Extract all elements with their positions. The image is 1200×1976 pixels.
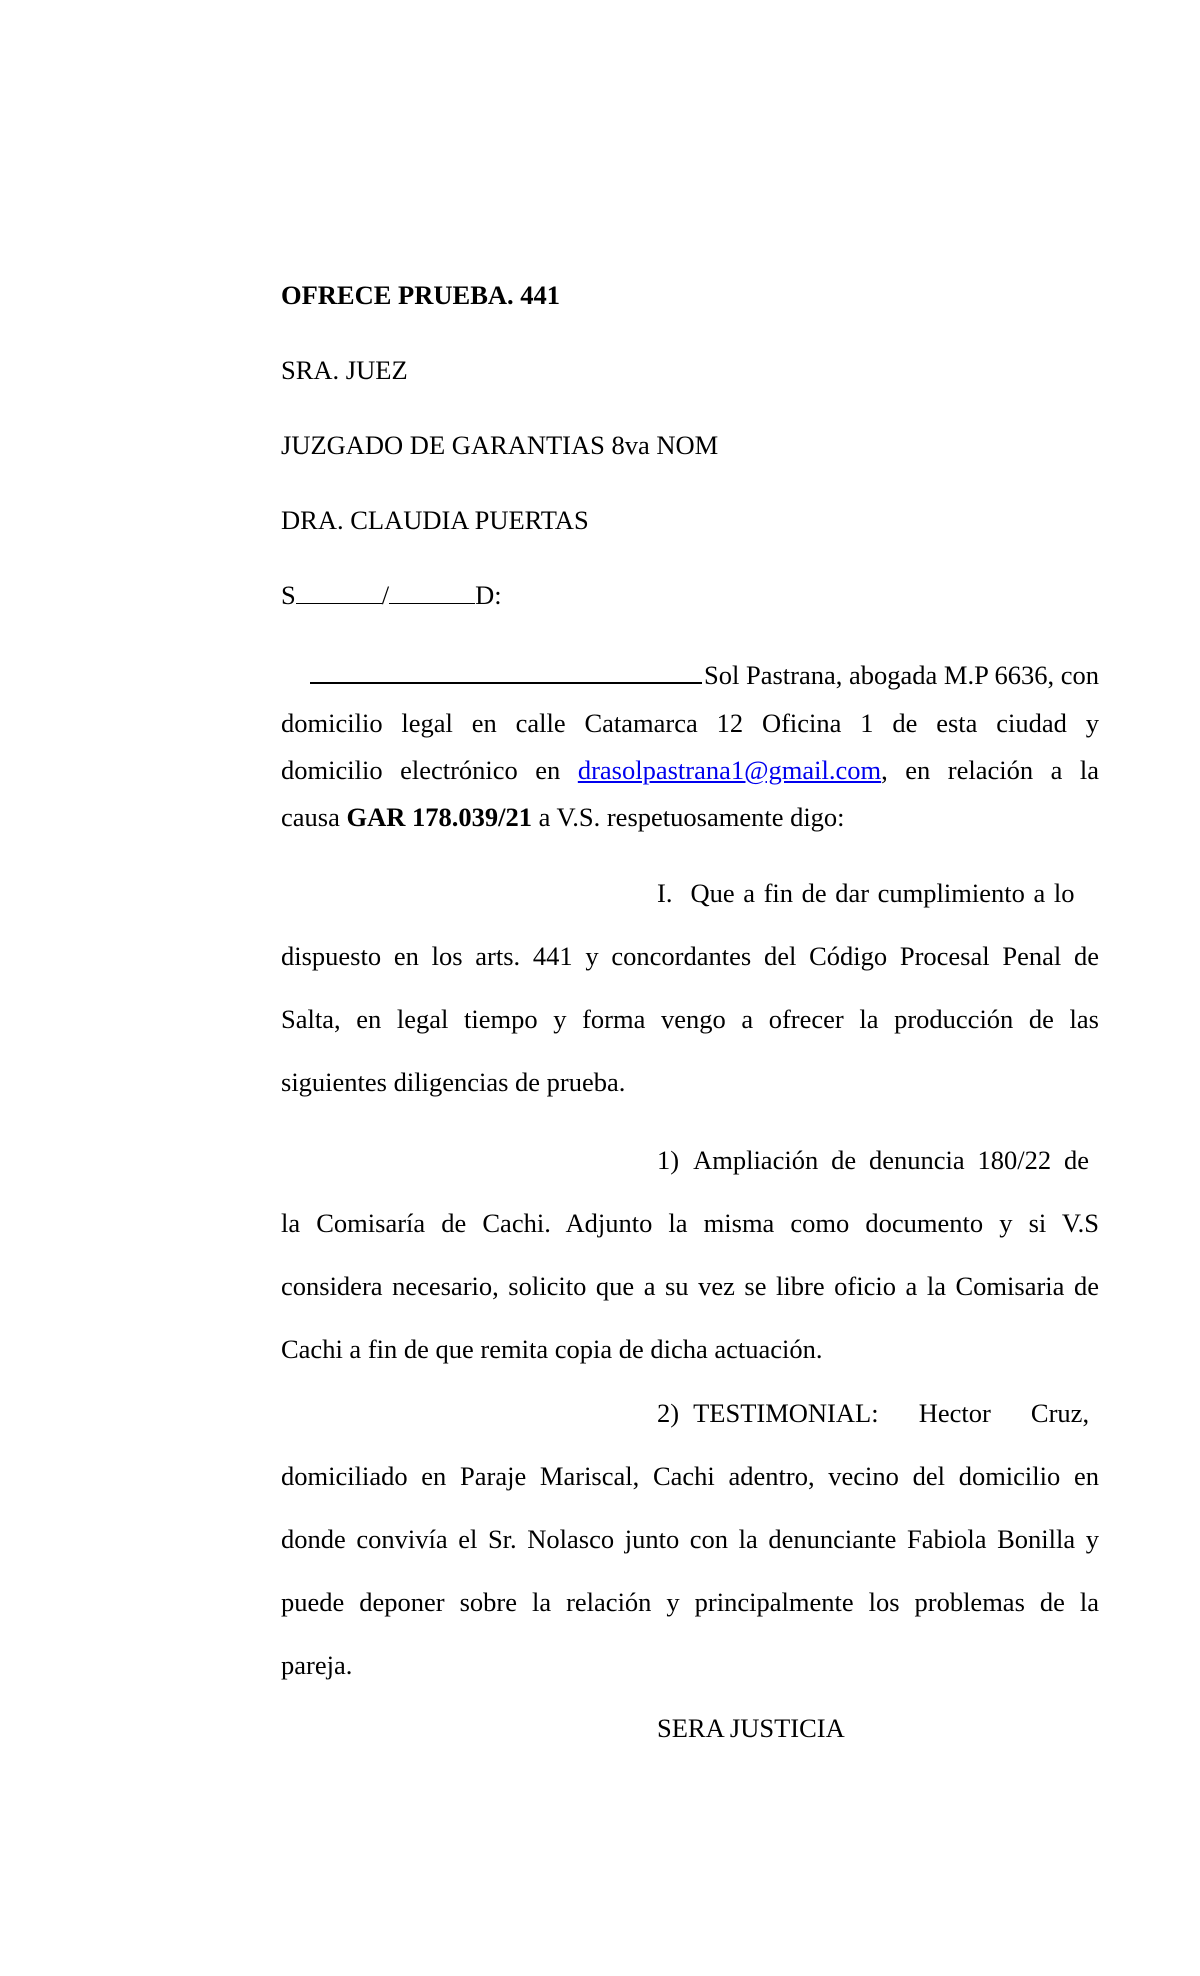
section1-line-2: dispuesto en los arts. 441 y concordantes del Código Procesal Penal de bbox=[281, 941, 1099, 971]
sd-d: D: bbox=[475, 580, 502, 610]
case-number: GAR 178.039/21 bbox=[346, 802, 532, 832]
document-title: OFRECE PRUEBA. 441 bbox=[281, 280, 561, 310]
salutation-sd bbox=[281, 580, 502, 611]
item2-first-line bbox=[657, 1398, 1099, 1429]
item2-line-5: pareja. bbox=[281, 1650, 353, 1680]
addressee-name: DRA. CLAUDIA PUERTAS bbox=[281, 505, 589, 535]
section1-line-4: siguientes diligencias de prueba. bbox=[281, 1067, 626, 1097]
intro-line-1 bbox=[281, 660, 1099, 691]
intro-text-3b: , en relación a la bbox=[881, 755, 1100, 785]
email-link[interactable]: drasolpastrana1@gmail.com bbox=[577, 755, 882, 785]
item2-line-4: puede deponer sobre la relación y principalmente los problemas de la bbox=[281, 1587, 1099, 1617]
intro-text-4b: a V.S. respetuosamente digo: bbox=[531, 802, 845, 832]
item1-text-1: Ampliación de denuncia 180/22 de bbox=[693, 1145, 1090, 1175]
item1-first-line bbox=[657, 1145, 1099, 1176]
section1-line-3: Salta, en legal tiempo y forma vengo a ofrecer la producción de las bbox=[281, 1004, 1099, 1034]
section1-text-1: Que a fin de dar cumplimiento a lo bbox=[690, 878, 1075, 908]
item2-line-3: donde convivía el Sr. Nolasco junto con la denunciante Fabiola Bonilla y bbox=[281, 1524, 1099, 1554]
addressee-court: JUZGADO DE GARANTIAS 8va NOM bbox=[281, 430, 719, 460]
intro-line-2: domicilio legal en calle Catamarca 12 Oficina 1 de esta ciudad y bbox=[281, 708, 1099, 738]
item1-line-2: la Comisaría de Cachi. Adjunto la misma como documento y si V.S bbox=[281, 1208, 1099, 1238]
closing-text: SERA JUSTICIA bbox=[657, 1713, 845, 1743]
sd-blank-1 bbox=[296, 583, 382, 604]
item2-number: 2) bbox=[657, 1398, 680, 1428]
signature-underline bbox=[310, 682, 702, 684]
item2-line-2: domiciliado en Paraje Mariscal, Cachi adentro, vecino del domicilio en bbox=[281, 1461, 1099, 1491]
intro-line-4 bbox=[281, 802, 845, 833]
sd-s: S bbox=[281, 580, 296, 610]
intro-text-4a: causa bbox=[281, 802, 347, 832]
item1-line-4: Cachi a fin de que remita copia de dicha actuación. bbox=[281, 1334, 823, 1364]
item1-number: 1) bbox=[657, 1145, 680, 1175]
intro-text-3a: domicilio electrónico en bbox=[281, 755, 578, 785]
section1-number: I. bbox=[657, 878, 673, 908]
intro-line-3 bbox=[281, 755, 1099, 786]
addressee-judge: SRA. JUEZ bbox=[281, 355, 408, 385]
sd-slash: / bbox=[381, 580, 390, 610]
item2-text-1: TESTIMONIAL: Hector Cruz, bbox=[693, 1398, 1090, 1428]
intro-text-1: Sol Pastrana, abogada M.P 6636, con bbox=[704, 660, 1099, 690]
section1-first-line bbox=[657, 878, 1099, 909]
sd-blank-2 bbox=[389, 583, 475, 604]
item1-line-3: considera necesario, solicito que a su vez se libre oficio a la Comisaria de bbox=[281, 1271, 1099, 1301]
